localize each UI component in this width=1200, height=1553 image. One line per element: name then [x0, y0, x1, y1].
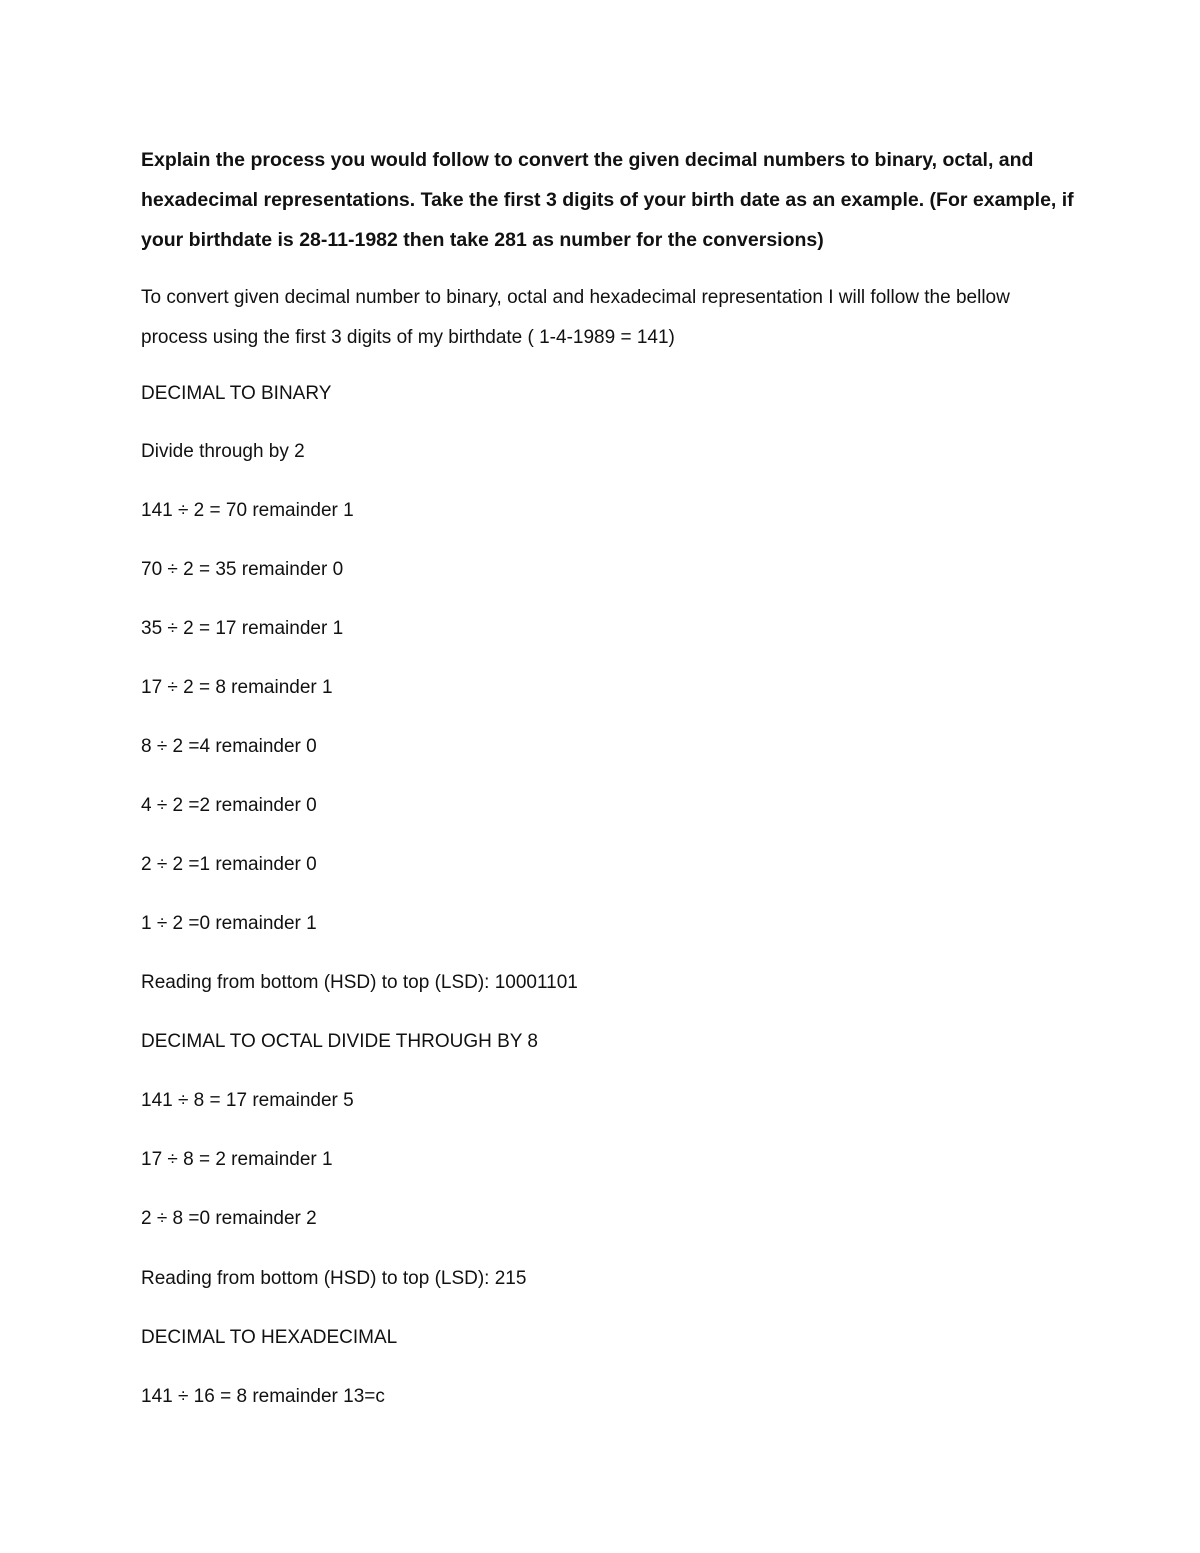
binary-step: 70 ÷ 2 = 35 remainder 0: [141, 559, 344, 580]
octal-result: Reading from bottom (HSD) to top (LSD): 215: [141, 1268, 527, 1289]
octal-step: 17 ÷ 8 = 2 remainder 1: [141, 1149, 333, 1170]
hex-step: 141 ÷ 16 = 8 remainder 13=c: [141, 1386, 385, 1407]
binary-step: 17 ÷ 2 = 8 remainder 1: [141, 677, 333, 698]
binary-step: 35 ÷ 2 = 17 remainder 1: [141, 618, 344, 639]
question-text: Explain the process you would follow to convert the given decimal numbers to binary, octal, and hexadecimal representations. Take the first 3 digits of your birth date as an example. (For example, if your birthdate is 28-11-1982 then take 281 as number for the conversions): [141, 149, 1074, 251]
binary-result: Reading from bottom (HSD) to top (LSD): 10001101: [141, 972, 578, 993]
octal-heading: DECIMAL TO OCTAL DIVIDE THROUGH BY 8: [141, 1031, 538, 1052]
binary-step: 1 ÷ 2 =0 remainder 1: [141, 913, 317, 934]
binary-step: 4 ÷ 2 =2 remainder 0: [141, 795, 317, 816]
binary-step: 141 ÷ 2 = 70 remainder 1: [141, 500, 354, 521]
octal-step: 2 ÷ 8 =0 remainder 2: [141, 1208, 317, 1229]
binary-step: 8 ÷ 2 =4 remainder 0: [141, 736, 317, 757]
binary-heading: DECIMAL TO BINARY: [141, 383, 332, 404]
hex-heading: DECIMAL TO HEXADECIMAL: [141, 1327, 398, 1348]
answer-intro: To convert given decimal number to binary, octal and hexadecimal representation I will follow the bellow process using the first 3 digits of my birthdate ( 1-4-1989 = 141): [141, 287, 1010, 348]
binary-step: 2 ÷ 2 =1 remainder 0: [141, 854, 317, 875]
binary-instruction: Divide through by 2: [141, 441, 305, 462]
octal-step: 141 ÷ 8 = 17 remainder 5: [141, 1090, 354, 1111]
